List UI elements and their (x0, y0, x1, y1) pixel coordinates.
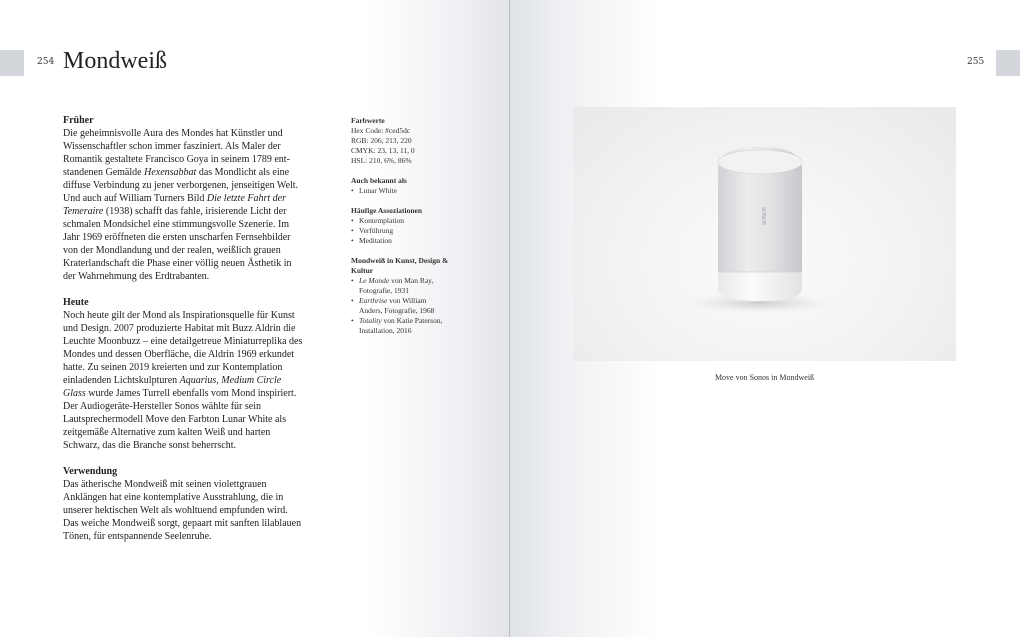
speaker-top (718, 150, 802, 174)
auch-bekannt-list (351, 186, 451, 196)
photo-caption: Move von Sonos in Mondweiß (714, 373, 815, 382)
cmyk-value: CMYK: 23, 13, 11, 0 (351, 146, 415, 155)
hsl-value: HSL: 210, 6%, 86% (351, 156, 412, 165)
list-item: • Lunar White (351, 186, 451, 196)
auch-bekannt-heading: Auch bekannt als (351, 176, 407, 185)
section-heading-verwendung: Verwendung (63, 466, 118, 477)
section-body-heute: Noch heute gilt der Mond als Inspirationsquelle für Kunst und Design. 2007 produzierte Habitat mit Buzz Aldrin die Leuchte Moonbuzz – eine detailgetreue Miniaturreplika des Mondes und dessen Oberfläche, die Aldrin 1969 erkundet hatte. Zu seinen 2019 kreierten und zur Kontemplation einladenden Lichtskulpturen Aquarius, Medium Circle Glass wurde James Turrell ebenfalls vom Mond inspiriert. Der Audiogeräte-Hersteller Sonos wählte für sein Lautsprechermodell Move den Farbton Lunar White als zeitgemäße Alternative zum kalten Weiß und harten Schwarz, das die Branche sonst beherrscht. (63, 310, 303, 451)
page-tab-right (996, 50, 1020, 76)
list-item: • Earthrise von William Anders, Fotografie, 1968 (351, 296, 451, 316)
page-tab-left (0, 50, 24, 76)
kultur-block (351, 256, 451, 336)
auch-bekannt-block (351, 176, 451, 196)
hex-code: Hex Code: #ced5dc (351, 126, 411, 135)
farbwerte-heading: Farbwerte (351, 116, 385, 125)
kultur-heading: Mondweiß in Kunst, Design & Kultur (351, 256, 449, 275)
assoziationen-heading: Häufige Assoziationen (351, 206, 423, 215)
list-item: • Verführung (351, 226, 451, 236)
book-spine (509, 0, 510, 637)
assoziationen-block (351, 206, 451, 246)
speaker-illustration (573, 107, 956, 361)
farbwerte-block (351, 116, 451, 166)
product-photo (573, 107, 956, 361)
page-number-right: 255 (967, 57, 985, 67)
rgb-value: RGB: 206, 213, 220 (351, 136, 412, 145)
page-title: Mondweiß (63, 48, 167, 74)
section-heading-heute: Heute (63, 297, 89, 308)
section-body-frueher: Die geheimnisvolle Aura des Mondes hat Künstler und Wissenschaftler schon immer fasziniert. Als Maler der Romantik gestaltete Francisco Goya in seinem 1789 entstandenen Gemälde Hexensabbat das Mondlicht als eine diffuse Verbindung zu jener verborgenen, jenseitigen Welt. Und auch auf William Turners Bild Die letzte Fahrt der Temeraire (1938) schafft das fahle, irisierende Licht der schmalen Mondsichel eine stimmungsvolle Szenerie. Im Jahr 1969 eröffneten die ersten unscharfen Fernsehbilder von der Mondlandung und der realen, weißlich grauen Kraterlandschaft die Phase einer völlig neuen Ästhetik in der Wahrnehmung des Erdtrabanten. (63, 128, 299, 282)
list-item: • Totality von Katie Paterson, Installation, 2016 (351, 316, 451, 336)
kultur-list (351, 276, 451, 336)
list-item: • Meditation (351, 236, 451, 246)
assoziationen-list (351, 216, 451, 246)
sidebar-column (351, 116, 451, 346)
page-number-left: 254 (37, 57, 55, 67)
list-item: • Kontemplation (351, 216, 451, 226)
speaker-base (718, 272, 802, 301)
speaker-logo: SONOS (760, 207, 766, 225)
section-body-verwendung: Das ätherische Mondweiß mit seinen violettgrauen Anklängen hat eine kontemplative Ausstrahlung, die in unserer hektischen Welt als wohltuend empfunden wird. Das weiche Mondweiß sorgt, gepaart mit sanften lilablauen Tönen, für entspannende Seelenruhe. (63, 479, 302, 542)
list-item: • Le Monde von Man Ray, Fotografie, 1931 (351, 276, 451, 296)
section-heading-frueher: Früher (63, 115, 94, 126)
main-text-column (63, 114, 303, 556)
